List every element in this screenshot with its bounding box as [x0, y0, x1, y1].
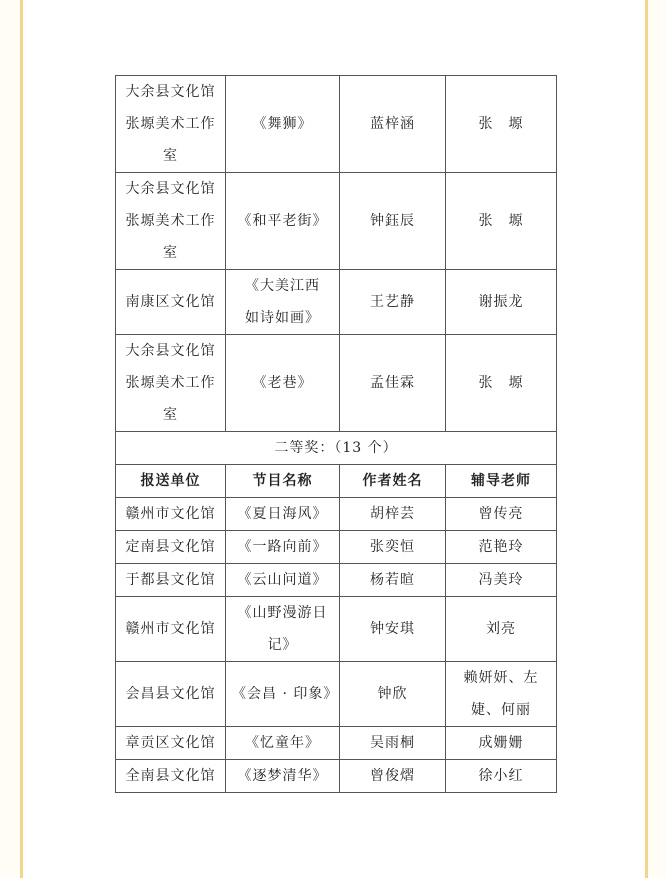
cell-author: 吴雨桐	[340, 727, 446, 760]
cell-teacher: 冯美玲	[446, 564, 557, 597]
header-row	[116, 465, 557, 498]
header-unit: 报送单位	[116, 465, 226, 498]
cell-teacher: 张 塬	[446, 173, 557, 270]
cell-program: 《大美江西 如诗如画》	[226, 270, 340, 335]
cell-unit: 定南县文化馆	[116, 531, 226, 564]
cell-teacher: 徐小红	[446, 760, 557, 793]
cell-program: 《云山问道》	[226, 564, 340, 597]
cell-author: 钟欣	[340, 662, 446, 727]
table-row	[116, 564, 557, 597]
cell-teacher: 刘亮	[446, 597, 557, 662]
header-author: 作者姓名	[340, 465, 446, 498]
cell-unit: 章贡区文化馆	[116, 727, 226, 760]
table-row	[116, 662, 557, 727]
document-page	[23, 0, 645, 878]
cell-unit: 赣州市文化馆	[116, 597, 226, 662]
cell-unit: 赣州市文化馆	[116, 498, 226, 531]
cell-unit: 南康区文化馆	[116, 270, 226, 335]
cell-unit: 会昌县文化馆	[116, 662, 226, 727]
cell-author: 钟鈺辰	[340, 173, 446, 270]
cell-teacher: 曾传亮	[446, 498, 557, 531]
cell-author: 杨若暄	[340, 564, 446, 597]
table-row	[116, 173, 557, 270]
table-row	[116, 270, 557, 335]
header-program: 节目名称	[226, 465, 340, 498]
awards-table	[115, 75, 557, 793]
cell-program: 《舞狮》	[226, 76, 340, 173]
cell-unit: 大余县文化馆张塬美术工作室	[116, 76, 226, 173]
table-row	[116, 498, 557, 531]
cell-program: 《和平老街》	[226, 173, 340, 270]
cell-author: 王艺静	[340, 270, 446, 335]
table-row	[116, 727, 557, 760]
cell-author: 钟安琪	[340, 597, 446, 662]
table-row	[116, 76, 557, 173]
table-row	[116, 335, 557, 432]
table-row	[116, 597, 557, 662]
cell-teacher: 范艳玲	[446, 531, 557, 564]
cell-program: 《夏日海风》	[226, 498, 340, 531]
cell-author: 蓝梓涵	[340, 76, 446, 173]
cell-author: 张奕恒	[340, 531, 446, 564]
cell-teacher: 成姗姗	[446, 727, 557, 760]
cell-teacher: 张 塬	[446, 335, 557, 432]
cell-author: 胡梓芸	[340, 498, 446, 531]
cell-program: 《老巷》	[226, 335, 340, 432]
cell-unit: 全南县文化馆	[116, 760, 226, 793]
section-title: 二等奖：（13 个）	[116, 432, 557, 465]
table-row	[116, 531, 557, 564]
cell-author: 曾俊熠	[340, 760, 446, 793]
cell-program: 《忆童年》	[226, 727, 340, 760]
section-row	[116, 432, 557, 465]
table-row	[116, 760, 557, 793]
header-teacher: 辅导老师	[446, 465, 557, 498]
cell-teacher: 谢振龙	[446, 270, 557, 335]
cell-program: 《山野漫游日记》	[226, 597, 340, 662]
cell-program: 《一路向前》	[226, 531, 340, 564]
cell-unit: 大余县文化馆张塬美术工作室	[116, 173, 226, 270]
cell-author: 孟佳霖	[340, 335, 446, 432]
cell-teacher: 赖妍妍、左婕、何丽	[446, 662, 557, 727]
cell-unit: 大余县文化馆张塬美术工作室	[116, 335, 226, 432]
cell-program: 《逐梦清华》	[226, 760, 340, 793]
cell-unit: 于都县文化馆	[116, 564, 226, 597]
page-border-right	[645, 0, 648, 878]
cell-program: 《会昌 · 印象》	[226, 662, 340, 727]
cell-teacher: 张 塬	[446, 76, 557, 173]
